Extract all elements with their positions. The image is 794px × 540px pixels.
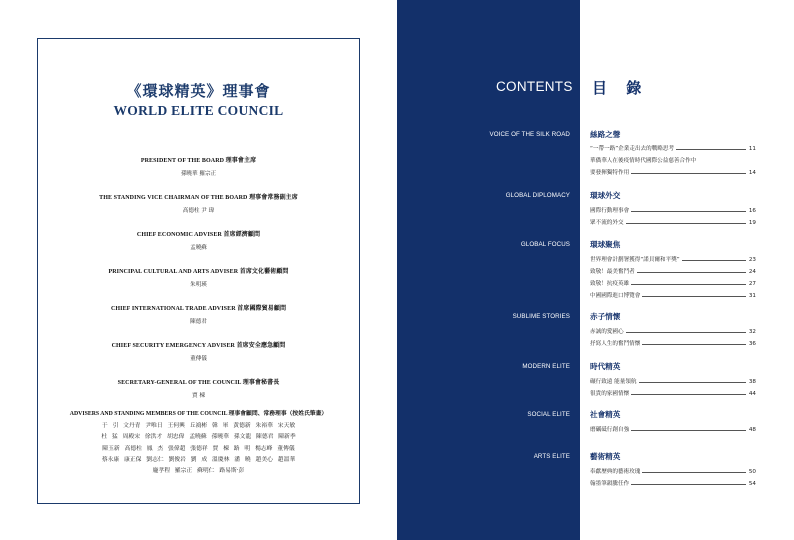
section-label-social-elite: SOCIAL ELITE xyxy=(527,411,570,418)
toc-leader-line xyxy=(676,149,746,150)
toc-page-number: 24 xyxy=(748,269,756,275)
toc-entry[interactable] xyxy=(590,325,756,335)
members-heading: ADVISERS AND STANDING MEMBERS OF THE COUNCIL 理事會顧問、常務理事（按姓氏筆畫） xyxy=(69,411,328,417)
members-row: 杜 猛 周殿宋 徐洪才 胡忠偉 孟曉蘇 孫曉華 孫文龍 陳德君 陳新季 xyxy=(101,434,296,441)
toc-entry[interactable] xyxy=(590,253,756,263)
members-list xyxy=(38,421,359,477)
officer-vice-chairman xyxy=(38,192,359,214)
toc-entry-title: 很貴的家國情懷 xyxy=(590,391,630,397)
contents-title: CONTENTS xyxy=(496,79,573,94)
toc-leader-line xyxy=(631,484,746,485)
toc-entry[interactable] xyxy=(590,204,756,214)
toc-page-number: 36 xyxy=(748,341,756,347)
officer-secretary-general xyxy=(38,377,359,399)
toc-page-number: 19 xyxy=(748,220,756,226)
section-label-arts-elite: ARTS ELITE xyxy=(533,453,570,460)
toc-page-number: 32 xyxy=(748,329,756,335)
toc-leader-line xyxy=(642,472,746,473)
section-title-arts-elite: 藝術精英 xyxy=(590,452,621,461)
members-row: 龐孝程 羅宗正 蘇明仁 路易斯·彭 xyxy=(152,468,245,475)
contents-title-cjk: 目 錄 xyxy=(592,79,649,97)
toc-leader-line xyxy=(637,272,746,273)
officer-arts-adviser xyxy=(38,266,359,288)
section-label-global-focus: GLOBAL FOCUS xyxy=(520,241,570,248)
toc-entry[interactable] xyxy=(590,289,756,299)
officer-list xyxy=(38,155,359,414)
toc-entry[interactable] xyxy=(590,375,756,385)
toc-entry-title: 奉獻歷典的藝術玫瑰 xyxy=(590,469,641,475)
toc-page-number: 38 xyxy=(748,379,756,385)
toc-entry[interactable] xyxy=(590,142,756,152)
toc-entry-title: “一帶一路”企業走出去的戰略思考 xyxy=(590,146,675,152)
toc-entry-title: 要發揮獨特作用 xyxy=(590,170,630,176)
toc-entry[interactable] xyxy=(590,387,756,397)
toc-entry[interactable] xyxy=(590,154,756,164)
council-title: 《環球精英》理事會 xyxy=(126,82,271,100)
officer-role: CHIEF ECONOMIC ADVISER 首席經濟顧問 xyxy=(136,232,261,238)
officer-name: 陳德君 xyxy=(190,319,207,325)
members-row: 蔡永康 康正保 劉志仁 劉俊岩 劉 成 溫慶林 潘 曉 趙美心 趙溫華 xyxy=(101,456,296,463)
toc-entry[interactable] xyxy=(590,216,756,226)
toc-page-number: 44 xyxy=(748,391,756,397)
officer-name: 孟曉蘇 xyxy=(190,245,207,251)
toc-entry-title: 致敬！最美奮鬥者 xyxy=(590,269,635,275)
officer-role: CHIEF INTERNATIONAL TRADE ADVISER 首席國際貿易顧問 xyxy=(110,306,287,312)
section-label-modern-elite: MODERN ELITE xyxy=(522,363,570,370)
toc-entry[interactable] xyxy=(590,166,756,176)
section-title-social-elite: 社會精英 xyxy=(590,410,621,419)
toc-leader-line xyxy=(626,332,746,333)
toc-entry-title: 赤誠的愛國心 xyxy=(590,329,624,335)
section-label-global-diplomacy: GLOBAL DIPLOMACY xyxy=(505,192,570,199)
council-subtitle: WORLD ELITE COUNCIL xyxy=(113,103,284,118)
toc-leader-line xyxy=(631,284,746,285)
officer-trade-adviser xyxy=(38,303,359,325)
section-title-silk-road: 絲路之聲 xyxy=(590,130,621,139)
section-title-global-diplomacy: 環球外交 xyxy=(590,191,621,200)
toc-entry[interactable] xyxy=(590,277,756,287)
toc-page-number: 23 xyxy=(748,257,756,263)
toc-leader-line xyxy=(631,430,746,431)
council-frame xyxy=(37,38,360,504)
section-title-global-focus: 環球聚焦 xyxy=(590,240,621,249)
toc-leader-line xyxy=(682,260,746,261)
toc-entry-title: 眾不流的外交 xyxy=(590,220,624,226)
section-title-sublime-stories: 赤子情懷 xyxy=(590,312,621,321)
toc-page-number: 54 xyxy=(748,481,756,487)
toc-entry-title: 抒寫人生的奮鬥情懷 xyxy=(590,341,641,347)
toc-leader-line xyxy=(631,211,746,212)
toc-entry-title: 碾行致遠 能量領航 xyxy=(590,379,637,385)
officer-name: 賈 棟 xyxy=(192,393,205,399)
members-row: 于 引 文丹青 尹唯日 王何興 丘鴻彬 韓 軍 黃德新 朱裕華 宋天敏 xyxy=(101,423,296,429)
officer-role: PRINCIPAL CULTURAL AND ARTS ADVISER 首席文化藝術顧問 xyxy=(108,269,289,275)
officer-president xyxy=(38,155,359,177)
officer-name: 孫曉華 羅宗正 xyxy=(180,171,217,177)
toc-entry[interactable] xyxy=(590,337,756,347)
toc-entry-title: 致敬！抗疫英雄 xyxy=(590,281,630,287)
toc-entry-title: 翰墨筆韻騰任作 xyxy=(590,481,630,487)
officer-role: THE STANDING VICE CHAIRMAN OF THE BOARD 理事會常務副主席 xyxy=(99,195,298,201)
toc-leader-line xyxy=(631,173,746,174)
members-row: 陳玉新 高德柱 鳳 杰 張偉超 張德祥 賈 棟 路 明 楊志峰 董傳儀 xyxy=(102,445,295,452)
toc-entry[interactable] xyxy=(590,465,756,475)
officer-name: 朱明瑛 xyxy=(190,282,207,288)
section-label-sublime-stories: SUBLIME STORIES xyxy=(512,313,570,320)
officer-role: SECRETARY-GENERAL OF THE COUNCIL 理事會秘書長 xyxy=(117,380,280,386)
toc-leader-line xyxy=(639,382,746,383)
toc-entry[interactable] xyxy=(590,477,756,487)
toc-page-number: 11 xyxy=(748,146,756,152)
section-title-modern-elite: 時代精英 xyxy=(590,362,621,371)
toc-entry[interactable] xyxy=(590,423,756,433)
toc-leader-line xyxy=(642,344,746,345)
toc-leader-line xyxy=(631,394,746,395)
toc-leader-line xyxy=(642,296,746,297)
toc-entry-title: 國際行動理事會 xyxy=(590,208,630,214)
toc-page-number: 16 xyxy=(748,208,756,214)
officer-economic-adviser xyxy=(38,229,359,251)
toc-entry-title: 華僑華人在後疫情時代國際公益慈善合作中 xyxy=(590,158,697,164)
officer-name: 高德柱 尹 瑋 xyxy=(182,208,215,214)
toc-entry-title: 世界理會計劃署獲得“諾貝爾和平獎” xyxy=(590,257,680,263)
officer-role: CHIEF SECURITY EMERGENCY ADVISER 首席安全應急顧問 xyxy=(111,343,286,349)
toc-page-number: 27 xyxy=(748,281,756,287)
officer-role: PRESIDENT OF THE BOARD 理事會主席 xyxy=(140,158,257,164)
toc-entry-title: 中國國際進口博覽會 xyxy=(590,293,641,299)
officer-security-adviser xyxy=(38,340,359,362)
toc-entry[interactable] xyxy=(590,265,756,275)
officer-name: 董傳儀 xyxy=(190,356,207,362)
toc-leader-line xyxy=(626,223,746,224)
toc-page-number: 31 xyxy=(748,293,756,299)
section-label-silk-road: VOICE OF THE SILK ROAD xyxy=(489,131,570,138)
toc-page-number: 48 xyxy=(748,427,756,433)
toc-entry-title: 磨礪砥行創自強 xyxy=(590,427,630,433)
toc-page-number: 14 xyxy=(748,170,756,176)
toc-page-number: 50 xyxy=(748,469,756,475)
